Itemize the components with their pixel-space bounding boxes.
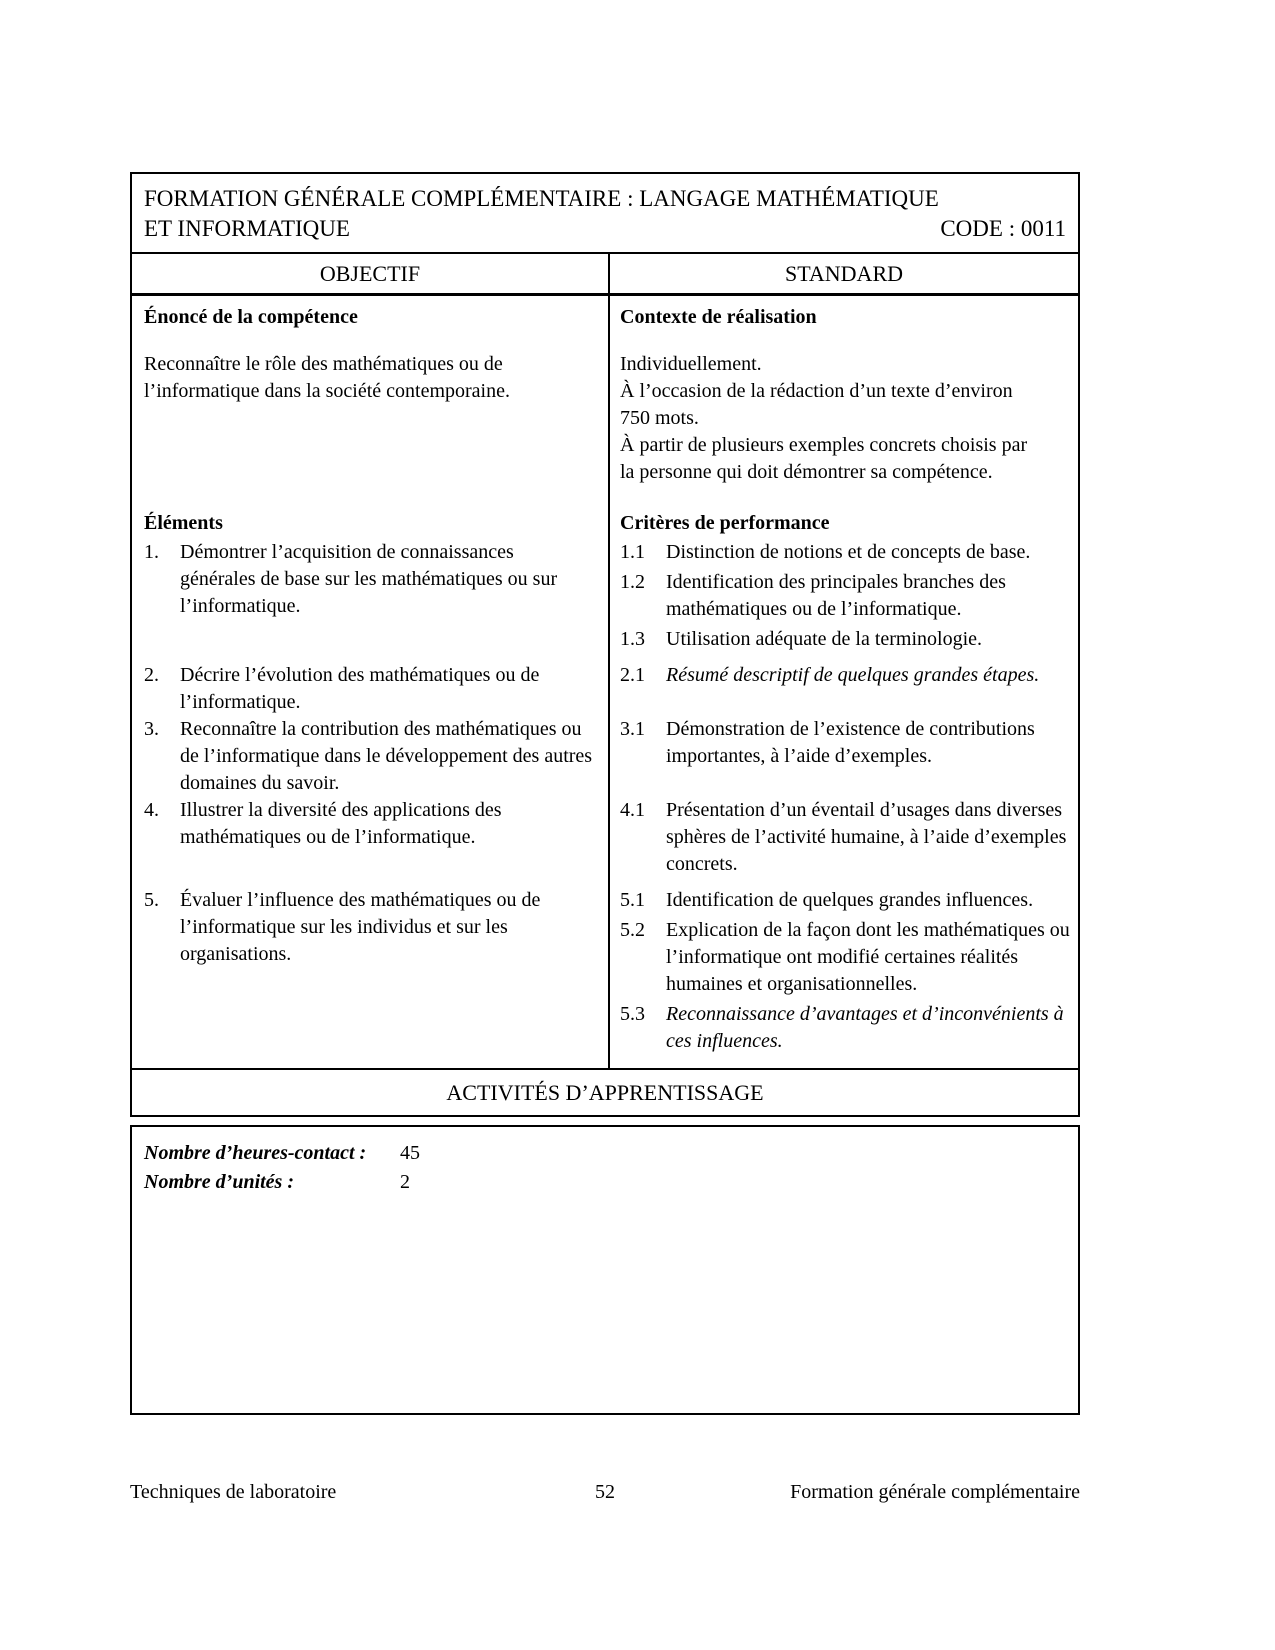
element-item <box>144 539 594 620</box>
critere-text: Reconnaissance d’avantages et d’inconvénients à ces influences. <box>666 1003 1064 1052</box>
critere-text: Démonstration de l’existence de contributions importantes, à l’aide d’exemples. <box>666 718 1035 767</box>
critere-item <box>620 887 1070 914</box>
critere-item <box>620 1001 1070 1055</box>
critere-item <box>620 797 1070 878</box>
footer-left: Techniques de laboratoire <box>130 1481 337 1503</box>
critere-number: 1.3 <box>620 628 645 650</box>
element-text: Décrire l’évolution des mathématiques ou de l’informatique. <box>180 664 540 713</box>
title-line-1: FORMATION GÉNÉRALE COMPLÉMENTAIRE : LANGAGE MATHÉMATIQUE <box>144 186 939 211</box>
column-header-standard: STANDARD <box>608 254 1078 293</box>
contexte-line: Individuellement. <box>620 353 762 375</box>
document <box>130 172 1080 1504</box>
cell-enonce-text <box>132 351 608 510</box>
footer <box>130 1481 1080 1504</box>
element-item <box>144 716 594 797</box>
cell-criteres-heading <box>608 510 1078 539</box>
element-item <box>144 797 594 851</box>
critere-item <box>620 569 1070 623</box>
column-headers <box>132 254 1078 296</box>
critere-number: 4.1 <box>620 799 645 821</box>
element-number: 3. <box>144 718 159 740</box>
critere-number: 5.2 <box>620 919 645 941</box>
critere-text: Identification de quelques grandes influences. <box>666 889 1034 911</box>
critere-number: 1.2 <box>620 571 645 593</box>
element-text: Évaluer l’influence des mathématiques ou de l’informatique sur les individus et sur les organisations. <box>180 889 541 965</box>
critere-text: Distinction de notions et de concepts de base. <box>666 541 1031 563</box>
critere-text: Identification des principales branches des mathématiques ou de l’informatique. <box>666 571 1006 620</box>
contexte-line: la personne qui doit démontrer sa compétence. <box>620 461 993 483</box>
cell-enonce-heading <box>132 296 608 351</box>
title-line-2: ET INFORMATIQUE <box>144 216 350 241</box>
critere-text: Présentation d’un éventail d’usages dans diverses sphères de l’activité humaine, à l’aide d’exemples concrets. <box>666 799 1067 875</box>
critere-text: Résumé descriptif de quelques grandes étapes. <box>666 664 1040 686</box>
element-text: Reconnaître la contribution des mathématiques ou de l’informatique dans le développement des autres domaines du savoir. <box>180 718 593 794</box>
element-number: 1. <box>144 541 159 563</box>
element-number: 5. <box>144 889 159 911</box>
title-box <box>132 174 1078 254</box>
cell-criteres-5 <box>608 887 1078 1068</box>
cell-criteres-3 <box>608 716 1078 797</box>
critere-number: 5.3 <box>620 1003 645 1025</box>
critere-item <box>620 917 1070 998</box>
cell-element-5 <box>132 887 608 1068</box>
critere-text: Utilisation adéquate de la terminologie. <box>666 628 983 650</box>
element-number: 4. <box>144 799 159 821</box>
cell-criteres-4 <box>608 797 1078 887</box>
element-text: Démontrer l’acquisition de connaissances générales de base sur les mathématiques ou sur l’informatique. <box>180 541 558 617</box>
critere-number: 1.1 <box>620 541 645 563</box>
unites-label: Nombre d’unités : <box>144 1171 294 1193</box>
unites-row <box>144 1168 1066 1197</box>
contexte-heading: Contexte de réalisation <box>620 306 817 328</box>
footer-right: Formation générale complémentaire <box>790 1481 1080 1503</box>
heures-label: Nombre d’heures-contact : <box>144 1142 367 1164</box>
criteres-heading: Critères de performance <box>620 512 830 534</box>
cell-element-1 <box>132 539 608 662</box>
code-label: CODE : 0011 <box>940 216 1066 241</box>
unites-value: 2 <box>400 1171 410 1193</box>
critere-item <box>620 539 1070 566</box>
cell-criteres-1 <box>608 539 1078 662</box>
cell-elements-heading <box>132 510 608 539</box>
column-header-objectif: OBJECTIF <box>319 261 421 286</box>
cell-element-4 <box>132 797 608 887</box>
contexte-line: À partir de plusieurs exemples concrets choisis par <box>620 434 1028 456</box>
cell-contexte-heading <box>608 296 1078 351</box>
element-number: 2. <box>144 664 159 686</box>
heures-value: 45 <box>400 1142 420 1164</box>
heures-row <box>144 1139 1066 1168</box>
title-line-2-row <box>144 214 1066 244</box>
element-item <box>144 662 594 716</box>
contexte-line: 750 mots. <box>620 407 699 429</box>
content-grid <box>132 296 1078 1068</box>
enonce-heading: Énoncé de la compétence <box>144 306 358 328</box>
critere-number: 5.1 <box>620 889 645 911</box>
cell-element-2 <box>132 662 608 716</box>
critere-item <box>620 662 1070 689</box>
activites-heading: ACTIVITÉS D’APPRENTISSAGE <box>132 1068 1078 1115</box>
element-text: Illustrer la diversité des applications des mathématiques ou de l’informatique. <box>180 799 502 848</box>
critere-number: 3.1 <box>620 718 645 740</box>
cell-criteres-2 <box>608 662 1078 716</box>
element-item <box>144 887 594 968</box>
critere-number: 2.1 <box>620 664 645 686</box>
cell-contexte-text <box>608 351 1078 510</box>
contexte-line: À l’occasion de la rédaction d’un texte d’environ <box>620 380 1013 402</box>
footer-page-number: 52 <box>595 1481 615 1503</box>
enonce-text: Reconnaître le rôle des mathématiques ou de l’informatique dans la société contemporaine. <box>144 353 510 402</box>
elements-heading: Éléments <box>144 512 223 534</box>
info-box <box>130 1125 1080 1415</box>
critere-item <box>620 626 1070 653</box>
document-table <box>130 172 1080 1117</box>
critere-item <box>620 716 1070 770</box>
cell-element-3 <box>132 716 608 797</box>
critere-text: Explication de la façon dont les mathématiques ou l’informatique ont modifié certaines réalités humaines et organisationnelles. <box>666 919 1070 995</box>
